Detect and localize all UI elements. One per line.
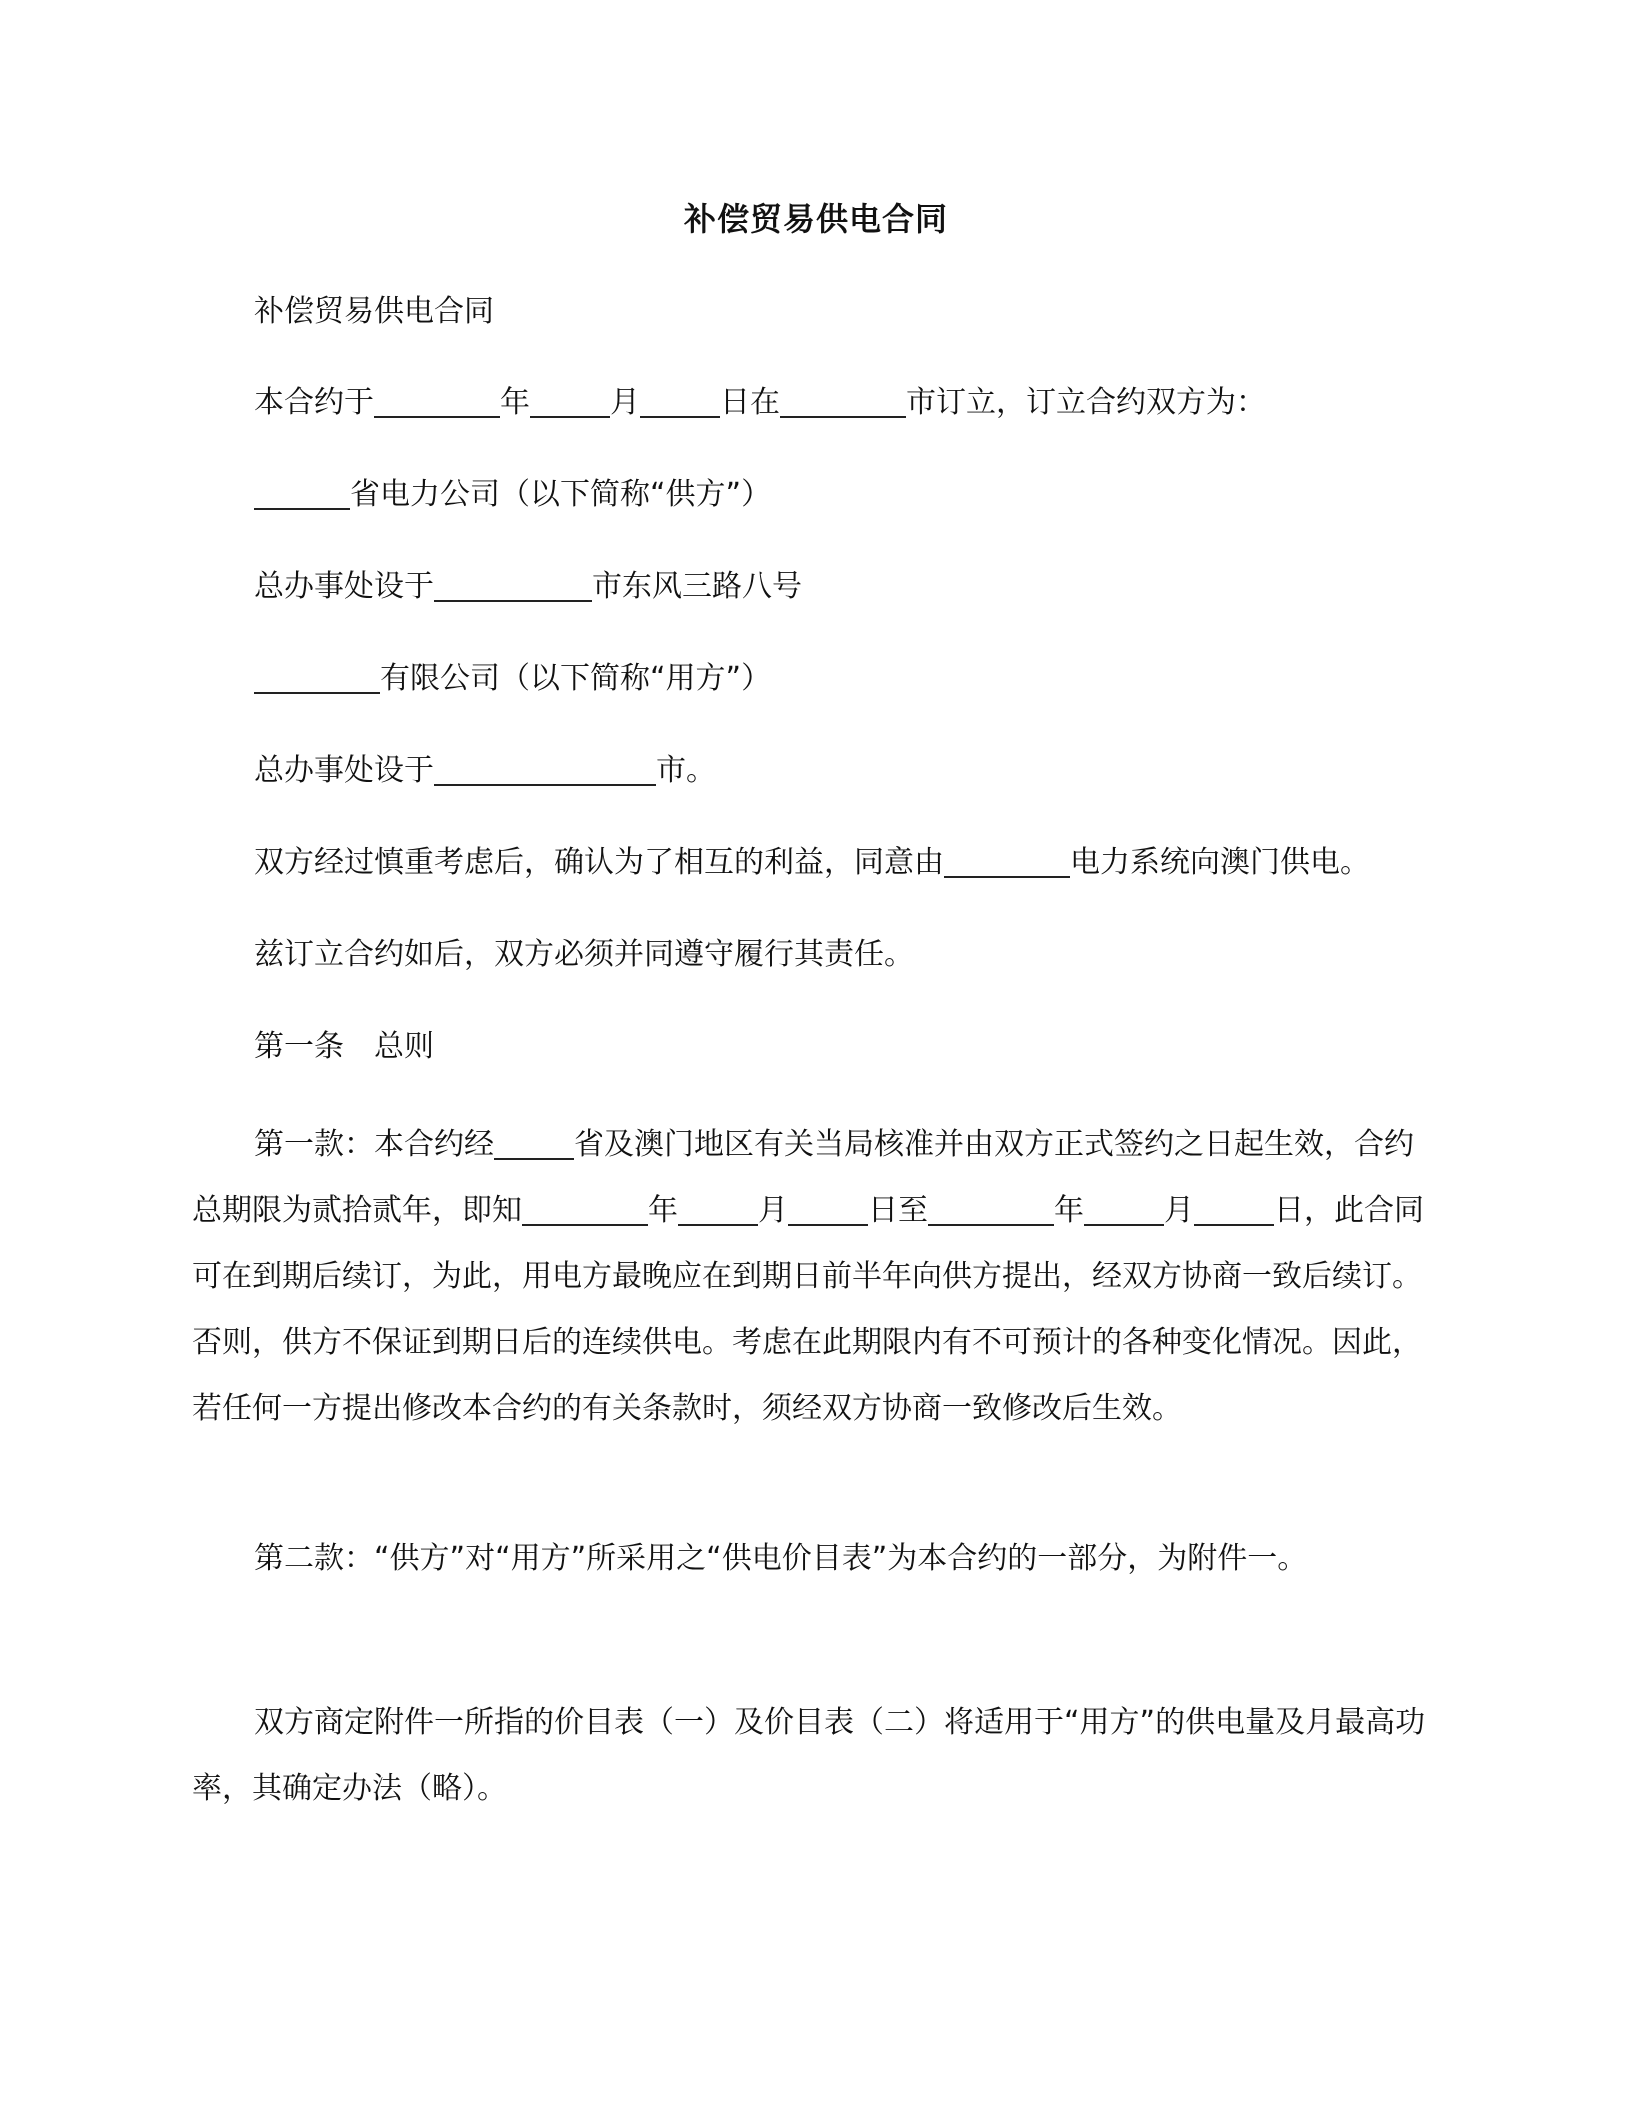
article-number: 第一条: [254, 1029, 344, 1064]
document-subtitle: 补偿贸易供电合同: [254, 294, 494, 329]
clause-3: 双方商定附件一所指的价目表（一）及价目表（二）将适用于“用方”的供电量及月最高功率，其确定办法（略）。: [192, 1705, 1426, 1806]
blank-end-year: [928, 1194, 1054, 1226]
document-title: 补偿贸易供电合同: [683, 200, 948, 238]
clause1-text-1: 第一款：本合约经: [254, 1127, 494, 1162]
supplier-office-pre: 总办事处设于: [254, 569, 434, 604]
agreement-post: 电力系统向澳门供电。: [1070, 845, 1370, 880]
blank-month: [530, 386, 610, 418]
blank-day: [640, 386, 720, 418]
user-text: 有限公司（以下简称“用方”）: [380, 661, 772, 696]
blank-power-system: [944, 846, 1070, 878]
blank-user-city: [434, 754, 656, 786]
intro-line: [254, 383, 1266, 423]
clause-2: 第二款：“供方”对“用方”所采用之“供电价目表”为本合约的一部分，为附件一。: [254, 1541, 1308, 1576]
clause-1: [192, 1112, 1442, 1442]
article-heading: [254, 1027, 434, 1067]
user-line: [254, 659, 771, 699]
intro-text-4: 日在: [720, 385, 780, 420]
supplier-text: 省电力公司（以下简称“供方”）: [350, 477, 772, 512]
clause1-text-5: 日至: [868, 1193, 928, 1228]
agreement-line: [254, 843, 1370, 883]
intro-text-1: 本合约于: [254, 385, 374, 420]
article-name: 总则: [374, 1029, 434, 1064]
user-office-pre: 总办事处设于: [254, 753, 434, 788]
intro-text-5: 市订立，订立合约双方为：: [906, 385, 1266, 420]
blank-province: [254, 478, 350, 510]
agreement-pre: 双方经过慎重考虑后，确认为了相互的利益，同意由: [254, 845, 944, 880]
blank-end-month: [1084, 1194, 1164, 1226]
blank-start-day: [788, 1194, 868, 1226]
user-office-line: [254, 751, 716, 791]
supplier-office-post: 市东风三路八号: [592, 569, 802, 604]
supplier-office-line: [254, 567, 802, 607]
supplier-line: [254, 475, 771, 515]
user-office-post: 市。: [656, 753, 716, 788]
intro-text-3: 月: [610, 385, 640, 420]
blank-end-day: [1194, 1194, 1274, 1226]
clause1-text-3: 年: [648, 1193, 678, 1228]
blank-year: [374, 386, 500, 418]
blank-city: [780, 386, 906, 418]
hereby-line: 兹订立合约如后，双方必须并同遵守履行其责任。: [254, 937, 914, 972]
clause1-text-2: 省及澳门地区有关当局核准并由双方正式签约之日起生效，合约总期限为贰拾贰年，即知: [192, 1127, 1414, 1228]
clause1-text-4: 月: [758, 1193, 788, 1228]
blank-clause1-province: [494, 1128, 574, 1160]
clause1-text-8: 日，此合同可在到期后续订，为此，用电方最晚应在到期日前半年向供方提出，经双方协商一致后续订。否则，供方不保证到期日后的连续供电。考虑在此期限内有不可预计的各种变化情况。因此，若任何一方提出修改本合约的有关条款时，须经双方协商一致修改后生效。: [192, 1193, 1424, 1426]
clause1-text-6: 年: [1054, 1193, 1084, 1228]
blank-supplier-city: [434, 570, 592, 602]
clause1-text-7: 月: [1164, 1193, 1194, 1228]
blank-start-year: [522, 1194, 648, 1226]
blank-company: [254, 662, 380, 694]
blank-start-month: [678, 1194, 758, 1226]
intro-text-2: 年: [500, 385, 530, 420]
